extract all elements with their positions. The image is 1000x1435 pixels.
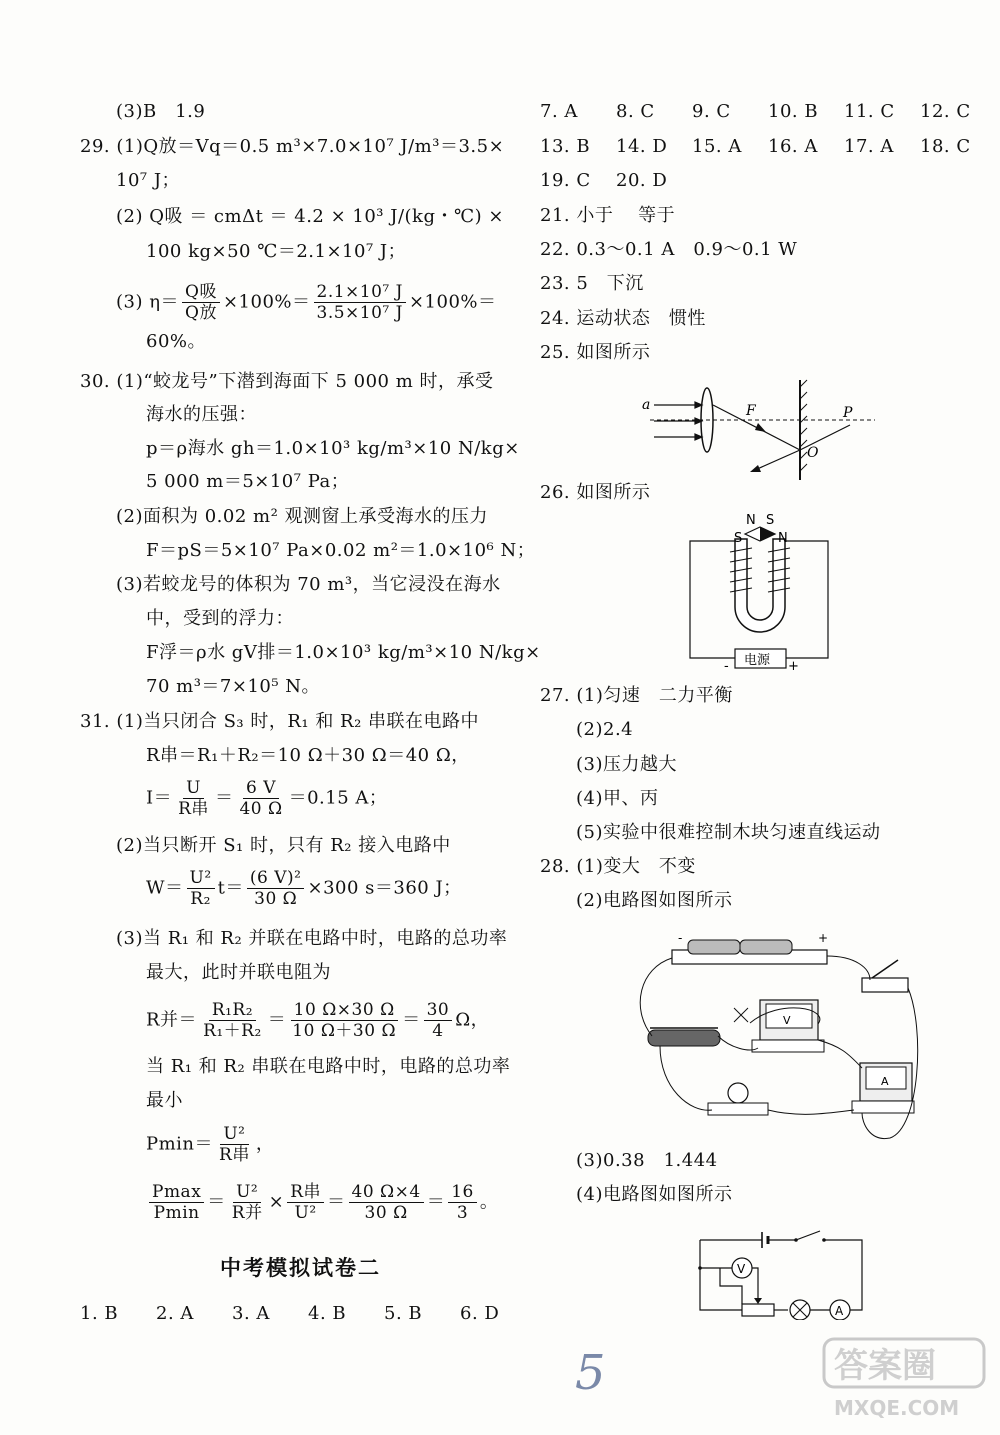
fraction bbox=[314, 282, 406, 323]
switch-contact bbox=[794, 1238, 798, 1242]
answer-31-2: (2)当只断开 S₁ 时，只有 R₂ 接入电路中 bbox=[116, 835, 451, 856]
figure-25-optics-diagram bbox=[640, 375, 880, 485]
mc-answer: 12. C bbox=[920, 101, 971, 122]
mc-answer: 20. D bbox=[616, 170, 668, 191]
answer-24: 24. 运动状态 惯性 bbox=[540, 308, 706, 329]
formula-text: ×300 s＝360 J； bbox=[307, 877, 462, 899]
answer-30-3-cont: 中，受到的浮力： bbox=[146, 608, 294, 629]
answer-25: 25. 如图所示 bbox=[540, 342, 651, 363]
switch-lever bbox=[872, 960, 898, 978]
slider-arrow bbox=[754, 1298, 762, 1304]
wire bbox=[824, 1240, 862, 1310]
answer-29-1: 29. (1)Q放＝Vq＝0.5 m³×7.0×10⁷ J/m³＝3.5× bbox=[80, 136, 505, 157]
answer-31-1-current bbox=[146, 778, 387, 819]
formula-text: ， bbox=[255, 1133, 275, 1155]
fraction bbox=[247, 868, 305, 909]
watermark bbox=[820, 1335, 990, 1425]
section-title: 中考模拟试卷二 bbox=[220, 1256, 381, 1280]
formula-text: ＝ bbox=[402, 1009, 421, 1031]
voltmeter-symbol-label: V bbox=[737, 1262, 746, 1276]
denominator: Pmin bbox=[153, 1203, 200, 1223]
fraction bbox=[229, 1182, 266, 1223]
plus-terminal: + bbox=[818, 931, 829, 945]
numerator: U bbox=[183, 778, 204, 799]
answer-31-3-pmin bbox=[146, 1124, 274, 1165]
reflected-ray bbox=[755, 450, 800, 470]
formula-text: (3) η＝ bbox=[116, 291, 180, 313]
numerator: U² bbox=[233, 1182, 261, 1203]
mc-answer: 13. B bbox=[540, 136, 591, 157]
voltmeter-base bbox=[752, 1040, 824, 1052]
formula-text: W＝ bbox=[146, 877, 184, 899]
ammeter-base bbox=[852, 1101, 914, 1113]
denominator: R串 bbox=[178, 799, 209, 819]
denominator: 10 Ω＋30 Ω bbox=[292, 1021, 397, 1041]
formula-text: ＝ bbox=[327, 1191, 346, 1213]
label-a: a bbox=[642, 397, 651, 413]
numerator: 30 bbox=[424, 1000, 453, 1021]
answer-22: 22. 0.3～0.1 A 0.9～0.1 W bbox=[540, 239, 798, 260]
power-source-label: 电源 bbox=[744, 653, 771, 668]
formula-text: ＝ bbox=[214, 787, 234, 809]
mc-answer: 16. A bbox=[768, 136, 818, 157]
formula-text: ＝ bbox=[207, 1191, 226, 1213]
answer-29-1-cont: 10⁷ J； bbox=[116, 170, 181, 191]
pole-label: N bbox=[746, 513, 756, 528]
answer-26: 26. 如图所示 bbox=[540, 482, 651, 503]
fraction bbox=[236, 778, 285, 819]
answer-30-1-pressure-cont: 5 000 m＝5×10⁷ Pa； bbox=[146, 471, 350, 492]
fraction bbox=[149, 1182, 204, 1223]
ammeter-label: A bbox=[881, 1075, 889, 1088]
fraction bbox=[289, 1000, 399, 1041]
denominator: R₂ bbox=[190, 889, 211, 909]
numerator: 16 bbox=[448, 1182, 477, 1203]
mc-answer: 9. C bbox=[692, 101, 731, 122]
ray-arrow bbox=[755, 423, 766, 432]
answer-31-1: 31. (1)当只闭合 S₃ 时，R₁ 和 R₂ 串联在电路中 bbox=[80, 711, 480, 732]
answer-27-5: (5)实验中很难控制木块匀速直线运动 bbox=[576, 822, 881, 843]
answer-31-3-series: 当 R₁ 和 R₂ 串联在电路中时，电路的总功率 bbox=[146, 1056, 511, 1077]
formula-text: ＝0.15 A； bbox=[288, 787, 388, 809]
mc-answer: 18. C bbox=[920, 136, 971, 157]
answer-30-2: (2)面积为 0.02 m² 观测窗上承受海水的压力 bbox=[116, 506, 489, 527]
pole-label: S bbox=[734, 531, 743, 546]
answer-31-3-ratio bbox=[146, 1182, 498, 1223]
formula-text: Ω， bbox=[455, 1009, 490, 1031]
answer-28-1: 28. (1)变大 不变 bbox=[540, 856, 696, 877]
fraction bbox=[424, 1000, 453, 1041]
answer-30-1: 30. (1)“蛟龙号”下潜到海面下 5 000 m 时，承受 bbox=[80, 371, 494, 392]
denominator: R并 bbox=[231, 1203, 263, 1223]
answer-29-3-result: 60%。 bbox=[146, 331, 207, 352]
formula-text: ×100%＝ bbox=[408, 291, 497, 313]
answer-31-3-cont: 最大，此时并联电阻为 bbox=[146, 962, 331, 983]
answer-23: 23. 5 下沉 bbox=[540, 273, 644, 294]
u-shaped-magnet bbox=[735, 539, 785, 632]
battery-cell bbox=[740, 940, 792, 954]
rheostat-symbol bbox=[742, 1304, 774, 1316]
mc-answer: 4. B bbox=[308, 1303, 347, 1324]
mc-answer: 1. B bbox=[80, 1303, 119, 1324]
fraction bbox=[182, 282, 220, 323]
mc-answer: 14. D bbox=[616, 136, 668, 157]
mc-answer: 2. A bbox=[156, 1303, 194, 1324]
mc-answer: 10. B bbox=[768, 101, 819, 122]
formula-text: t＝ bbox=[217, 877, 244, 899]
label-F: F bbox=[746, 403, 756, 419]
light-bulb bbox=[728, 1083, 748, 1103]
answer-30-2-force: F＝pS＝5×10⁷ Pa×0.02 m²＝1.0×10⁶ N； bbox=[146, 540, 536, 561]
battery-cell bbox=[688, 940, 740, 954]
wire bbox=[690, 541, 742, 658]
answer-21: 21. 小于 等于 bbox=[540, 205, 676, 226]
pole-label: S bbox=[766, 513, 775, 528]
denominator: R串 bbox=[219, 1145, 250, 1165]
pole-label: N bbox=[778, 531, 788, 546]
mc-answer: 17. A bbox=[844, 136, 894, 157]
fraction bbox=[349, 1182, 424, 1223]
minus-terminal: - bbox=[678, 931, 683, 945]
fraction bbox=[200, 1000, 265, 1041]
answer-27-4: (4)甲、丙 bbox=[576, 788, 659, 809]
numerator: Q吸 bbox=[182, 282, 220, 303]
answer-27-2: (2)2.4 bbox=[576, 719, 634, 740]
answer-29-2: (2) Q吸 ＝ cmΔt ＝ 4.2 × 10³ J/(kg・℃) × bbox=[116, 206, 504, 227]
formula-text: ＝ bbox=[267, 1009, 287, 1031]
answer-30-3-buoyancy: F浮＝ρ水 gV排＝1.0×10³ kg/m³×10 N/kg× bbox=[146, 642, 541, 663]
numerator: (6 V)² bbox=[247, 868, 305, 889]
figure-28-physical-circuit bbox=[630, 928, 920, 1143]
incident-rays bbox=[654, 402, 702, 440]
answer-31-3-parallel bbox=[146, 1000, 489, 1041]
rheostat bbox=[648, 1030, 720, 1046]
mc-answer: 3. A bbox=[232, 1303, 270, 1324]
answer-28-2: (2)电路图如图所示 bbox=[576, 890, 733, 911]
answer-31-1-resistance: R串＝R₁＋R₂＝10 Ω＋30 Ω＝40 Ω， bbox=[146, 745, 470, 766]
formula-text: 。 bbox=[479, 1191, 499, 1213]
answer-31-2-work bbox=[146, 868, 462, 909]
denominator: 3 bbox=[456, 1203, 469, 1223]
formula-text: × bbox=[268, 1191, 285, 1213]
mc-answer: 8. C bbox=[616, 101, 655, 122]
mc-answer: 7. A bbox=[540, 101, 578, 122]
junction-dot bbox=[698, 1266, 702, 1270]
numerator: Pmax bbox=[149, 1182, 204, 1203]
numerator: R₁R₂ bbox=[209, 1000, 256, 1021]
answer-28-3: (3)B 1.9 bbox=[116, 101, 206, 122]
voltmeter-label: V bbox=[783, 1014, 791, 1027]
fraction bbox=[448, 1182, 477, 1223]
switch bbox=[862, 978, 908, 992]
answer-30-3-buoyancy-cont: 70 m³＝7×10⁵ N。 bbox=[146, 676, 321, 697]
denominator: U² bbox=[294, 1203, 317, 1223]
answer-30-3: (3)若蛟龙号的体积为 70 m³，当它浸没在海水 bbox=[116, 574, 501, 595]
mc-answer: 5. B bbox=[384, 1303, 423, 1324]
mc-answer: 15. A bbox=[692, 136, 742, 157]
switch-blade bbox=[796, 1231, 820, 1240]
watermark-brand: 答案圈 bbox=[834, 1346, 936, 1386]
denominator: 30 Ω bbox=[364, 1203, 408, 1223]
label-P: P bbox=[843, 405, 853, 421]
numerator: 10 Ω×30 Ω bbox=[291, 1000, 398, 1021]
bulb-base bbox=[708, 1103, 768, 1115]
answer-30-1-pressure: p＝ρ海水 gh＝1.0×10³ kg/m³×10 N/kg× bbox=[146, 438, 520, 459]
denominator: 3.5×10⁷ J bbox=[316, 303, 403, 323]
answer-29-3-formula bbox=[116, 282, 497, 323]
numerator: R串 bbox=[287, 1182, 324, 1203]
label-O: O bbox=[807, 445, 819, 461]
ray-arrow bbox=[750, 465, 761, 472]
answer-31-3: (3)当 R₁ 和 R₂ 并联在电路中时，电路的总功率 bbox=[116, 928, 508, 949]
numerator: 40 Ω×4 bbox=[349, 1182, 424, 1203]
figure-28-schematic-circuit bbox=[690, 1228, 870, 1320]
denominator: 40 Ω bbox=[239, 799, 283, 819]
plus-terminal: + bbox=[788, 659, 799, 672]
answer-29-2-cont: 100 kg×50 ℃＝2.1×10⁷ J； bbox=[146, 241, 407, 262]
formula-text: Pmin＝ bbox=[146, 1133, 214, 1155]
watermark-url: MXQE.COM bbox=[834, 1396, 960, 1420]
formula-text: ×100%＝ bbox=[222, 291, 311, 313]
ammeter-symbol-label: A bbox=[835, 1304, 844, 1318]
cross-mark bbox=[734, 1008, 748, 1022]
fraction bbox=[187, 868, 215, 909]
answer-27-3: (3)压力越大 bbox=[576, 754, 677, 775]
numerator: U² bbox=[187, 868, 215, 889]
minus-terminal: - bbox=[724, 659, 729, 672]
numerator: U² bbox=[220, 1124, 248, 1145]
denominator: 4 bbox=[432, 1021, 444, 1041]
answer-31-3-series-cont: 最小 bbox=[146, 1090, 183, 1111]
denominator: 30 Ω bbox=[254, 889, 298, 909]
answer-28-3-values: (3)0.38 1.444 bbox=[576, 1150, 718, 1171]
denominator: Q放 bbox=[185, 303, 217, 323]
handwritten-page-number: 5 bbox=[575, 1345, 606, 1401]
mirror-hatching bbox=[800, 380, 807, 471]
mc-answer: 6. D bbox=[460, 1303, 500, 1324]
numerator: 2.1×10⁷ J bbox=[314, 282, 406, 303]
formula-text: I＝ bbox=[146, 787, 173, 809]
mc-answer: 19. C bbox=[540, 170, 591, 191]
formula-text: R并＝ bbox=[146, 1009, 198, 1031]
numerator: 6 V bbox=[243, 778, 279, 799]
formula-text: ＝ bbox=[426, 1191, 446, 1213]
answer-28-4: (4)电路图如图所示 bbox=[576, 1184, 733, 1205]
fraction bbox=[287, 1182, 324, 1223]
answer-27-1: 27. (1)匀速 二力平衡 bbox=[540, 685, 733, 706]
denominator: R₁＋R₂ bbox=[203, 1021, 262, 1041]
fraction bbox=[175, 778, 212, 819]
watermark-logo bbox=[820, 1335, 990, 1425]
answer-30-1-cont: 海水的压强： bbox=[146, 404, 257, 425]
figure-26-electromagnet-diagram bbox=[680, 512, 840, 672]
fraction bbox=[216, 1124, 253, 1165]
mc-answer: 11. C bbox=[844, 101, 895, 122]
